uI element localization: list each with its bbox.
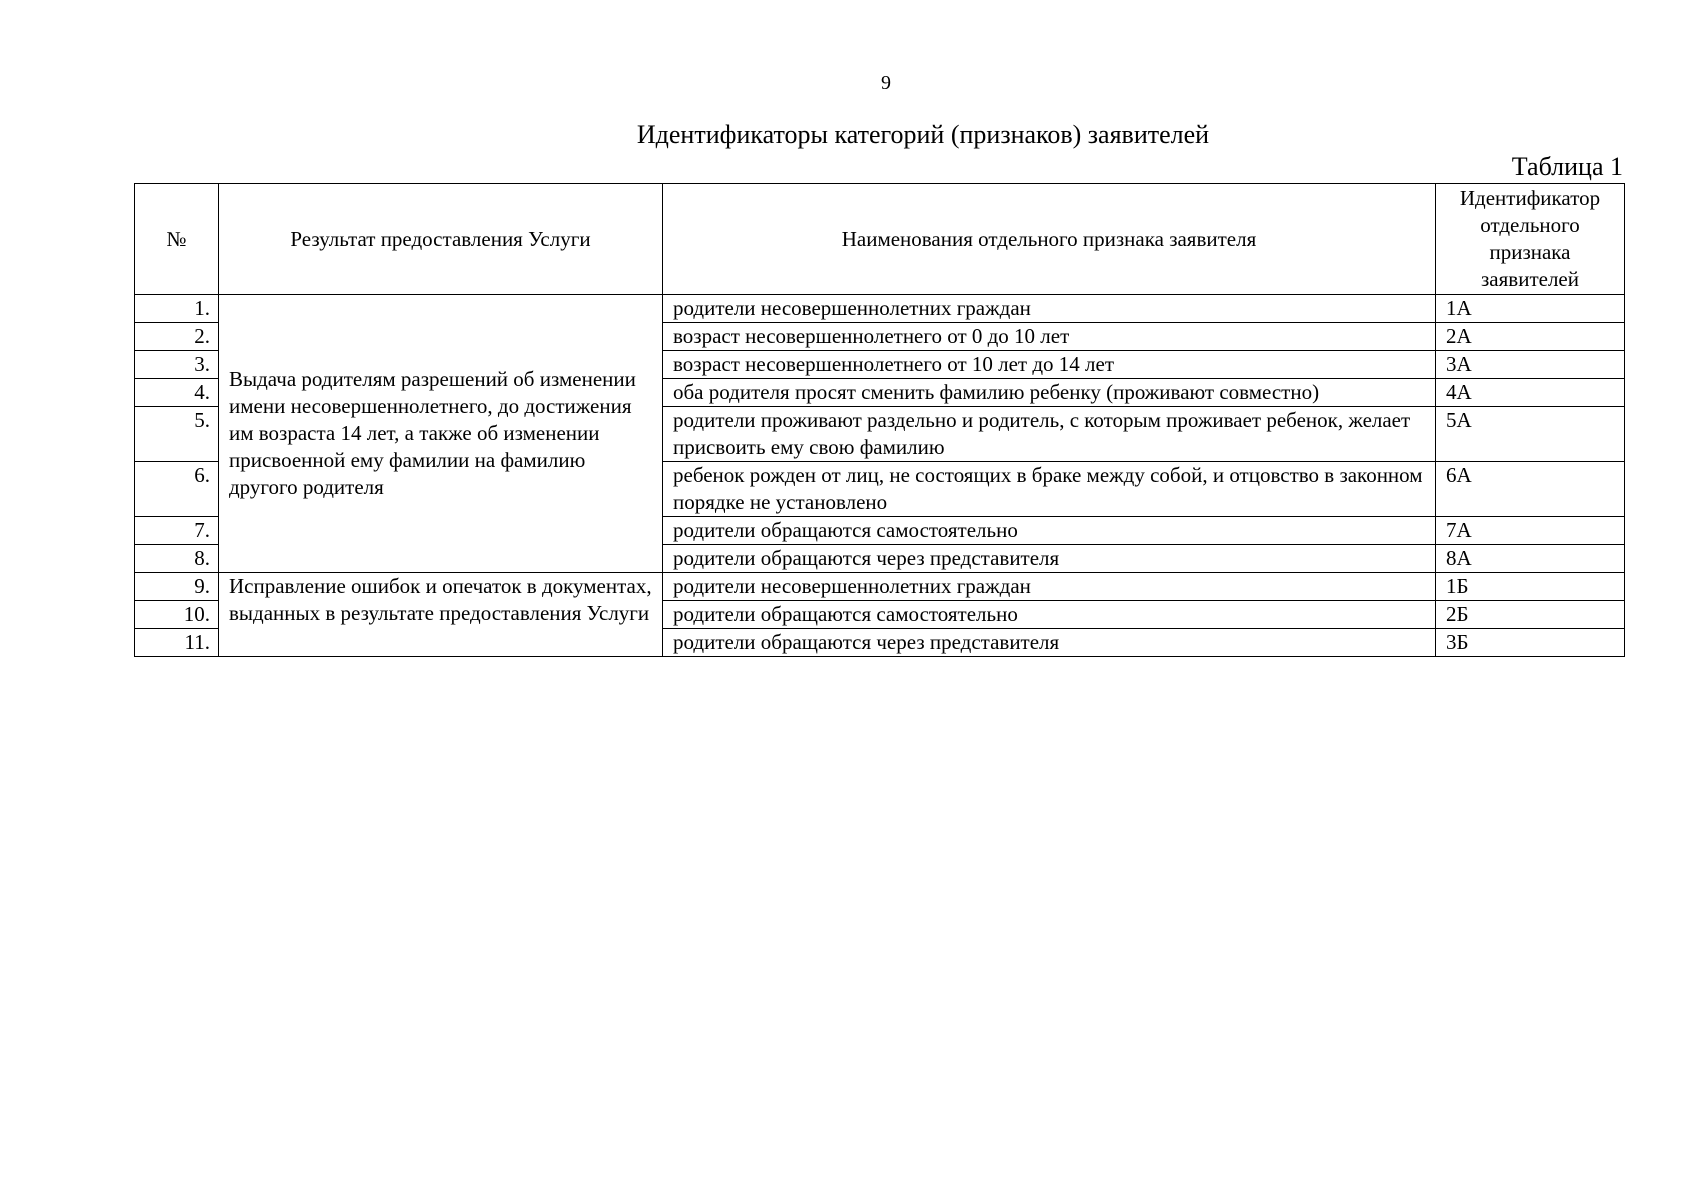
row-identifier: 7А [1436,517,1625,545]
row-num: 7. [135,517,219,545]
row-feature: родители несовершеннолетних граждан [663,573,1436,601]
row-feature: возраст несовершеннолетнего от 0 до 10 лет [663,323,1436,351]
row-identifier: 6А [1436,462,1625,517]
row-num: 5. [135,407,219,462]
row-num: 11. [135,629,219,657]
row-identifier: 1А [1436,295,1625,323]
row-identifier: 8А [1436,545,1625,573]
row-feature: родители обращаются самостоятельно [663,517,1436,545]
table-header-row [135,184,1625,295]
table-row [135,573,1625,601]
row-identifier: 2Б [1436,601,1625,629]
result-cell-name-change: Выдача родителям разрешений об изменении имени несовершеннолетнего, до достижения им возраста 14 лет, а также об изменении присвоенной ему фамилии на фамилию другого родителя [219,295,663,573]
row-identifier: 3А [1436,351,1625,379]
page-number: 9 [881,72,891,94]
table-row [135,295,1625,323]
row-num: 1. [135,295,219,323]
row-feature: родители несовершеннолетних граждан [663,295,1436,323]
row-num: 6. [135,462,219,517]
row-num: 2. [135,323,219,351]
header-identifier: Идентификатор отдельного признака заявителей [1436,184,1625,295]
document-title: Идентификаторы категорий (признаков) заявителей [636,120,1210,149]
row-identifier: 4А [1436,379,1625,407]
header-feature: Наименования отдельного признака заявителя [663,184,1436,295]
row-num: 9. [135,573,219,601]
table-caption: Таблица 1 [1511,152,1623,181]
header-num: № [135,184,219,295]
row-identifier: 1Б [1436,573,1625,601]
row-feature: родители обращаются через представителя [663,545,1436,573]
row-identifier: 2А [1436,323,1625,351]
row-feature: родители проживают раздельно и родитель, с которым проживает ребенок, желает присвоить ему свою фамилию [663,407,1436,462]
row-num: 4. [135,379,219,407]
row-identifier: 5А [1436,407,1625,462]
row-feature: родители обращаются через представителя [663,629,1436,657]
applicant-categories-table [134,183,1625,657]
row-num: 3. [135,351,219,379]
row-num: 10. [135,601,219,629]
row-num: 8. [135,545,219,573]
row-feature: ребенок рожден от лиц, не состоящих в браке между собой, и отцовство в законном порядке не установлено [663,462,1436,517]
row-feature: возраст несовершеннолетнего от 10 лет до 14 лет [663,351,1436,379]
row-feature: родители обращаются самостоятельно [663,601,1436,629]
header-result: Результат предоставления Услуги [219,184,663,295]
result-cell-error-correction: Исправление ошибок и опечаток в документах, выданных в результате предоставления Услуги [219,573,663,657]
row-feature: оба родителя просят сменить фамилию ребенку (проживают совместно) [663,379,1436,407]
row-identifier: 3Б [1436,629,1625,657]
